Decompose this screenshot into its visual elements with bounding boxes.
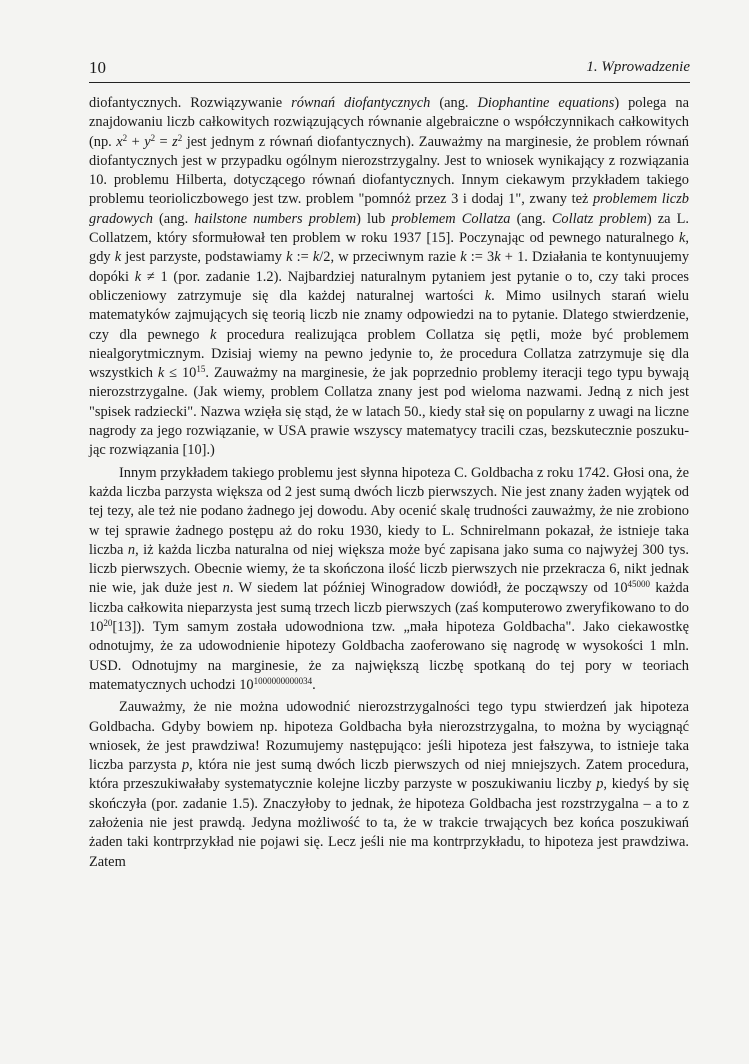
superscript: 2 xyxy=(150,132,156,143)
body-text xyxy=(89,94,689,872)
text-run: diofantycznych. Rozwiązywanie xyxy=(89,95,292,111)
superscript: 10000000000 xyxy=(253,675,304,686)
text-run: ≤ 10 xyxy=(164,365,197,382)
paragraph xyxy=(89,94,689,461)
text-run: , kiedyś by się skończyła (por. zadanie 1.5). Znaczyłoby to jednak, że hipoteza Goldbacha jest rozstrzygalna – a to z założenia nie jest prawdą. Jedyna możliwość to ta, że w trakcie trwających bez końca poszukiwań żaden taki kontrprzykład nie pojawi się. Lecz jeśli nie ma kontrprzykładu, to hipoteza jest prawdziwa. Zatem xyxy=(89,776,689,870)
italic-text: k xyxy=(209,326,217,343)
italic-text: Diophantine equations xyxy=(477,95,615,111)
italic-text: p xyxy=(181,757,190,774)
italic-text: k xyxy=(494,249,501,266)
superscript: 2 xyxy=(177,132,183,143)
text-run: ) za L. Collatzem, który sformułował ten problem w roku 1937 [15]. Poczynając od pewnego naturalnego xyxy=(89,210,689,247)
italic-text: problemem liczb gradowych xyxy=(89,191,689,227)
text-run: procedura realizująca problem Collatza się pętli, może być problemem niealgorytmicznym. Dzisiaj wiemy na pewno jedynie to, że procedura Collatza zatrzymuje się dla wszystkich xyxy=(89,326,689,382)
text-run: (ang. xyxy=(510,210,552,227)
italic-text: k xyxy=(114,249,122,266)
text-run: + 1. Działania te kontynuujemy dopóki xyxy=(89,249,690,285)
italic-text: k xyxy=(679,230,686,247)
italic-text: k xyxy=(484,287,492,304)
italic-text: problemem Collatza xyxy=(391,210,511,227)
superscript: 20 xyxy=(103,618,113,629)
superscript: 15 xyxy=(196,364,206,375)
text-run: /2, w przeciwnym razie xyxy=(319,249,461,266)
text-run: , gdy xyxy=(89,230,689,266)
text-run: jest parzyste, podstawiamy xyxy=(121,249,287,266)
text-run: [13]). Tym samym została udowodniona tzw. „mała hipoteza Goldbacha". Jako ciekawostkę odnotujmy, że za udowodnienie hipotezy Goldbacha zaoferowano się nagrodę w wysokości 1 mln. USD. Odnotujmy na marginesie, że za największą liczbę spotkaną do tej pory w teoriach matematycznych uchodzi 10 xyxy=(89,619,689,693)
text-run: ) polega na znajdowaniu liczb całkowitych rozwiązujących równanie algebraiczne o współczynnikach całkowitych (np. xyxy=(89,95,689,150)
text-run: jest jednym z równań diofantycznych). Zauważmy na marginesie, że problem równań diofantycznych jest w przypadku ogólnym nierozstrzygalny. Jest to wniosek wynikający z rozwiązania 10. problemu Hilberta, dotyczącego równań diofantycznych. Innym ciekawym przykładem takiego problemu teorioliczbowego jest tzw. problem "pomnóż przez 3 i dodaj 1", zwany też xyxy=(89,133,689,208)
italic-text: y xyxy=(144,133,151,150)
italic-text: k xyxy=(312,249,320,266)
text-run: = xyxy=(155,133,173,150)
text-run: Zauważmy, że nie można udowodnić nierozstrzygalności tego typu stwierdzeń jak hipoteza Goldbacha. Gdyby bowiem np. hipoteza Goldbacha była nierozstrzygalna, to można by wyciągnąć wniosek, że jest prawdziwa! Rozumujemy następująco: jeśli hipoteza jest fałszywa, to istnieje taka liczba parzysta xyxy=(89,699,689,774)
text-run: , iż każda liczba naturalna od niej większa może być zapisana jako suma co najwyżej 300 tys. liczb pierwszych. Obecnie wiemy, że ta skończona ilość liczb pierwszych nie przekracza 6, nikt jednak nie wie, jak duże jest xyxy=(89,541,689,597)
superscript: 34 xyxy=(303,675,313,686)
italic-text: hailstone numbers problem xyxy=(194,210,357,227)
page-number: 10 xyxy=(89,58,106,77)
italic-text: k xyxy=(134,268,142,285)
superscript: 45000 xyxy=(627,579,651,590)
text-run: . W siedem lat później Winogradow dowiódł, że począwszy od 10 xyxy=(229,580,628,597)
italic-text: n xyxy=(222,580,230,597)
text-run: ) lub xyxy=(356,210,392,227)
text-run: (ang. xyxy=(430,95,478,111)
text-run: Innym przykładem takiego problemu jest słynna hipoteza C. Goldbacha z roku 1742. Głosi ona, że każda liczba parzysta większa od 2 jest sumą dwóch liczb pierwszych. Nie jest znany żaden wyjątek od tej tezy, ale też nie podano żadnego jej dowodu. Aby ocenić skalę trudności zauważmy, że nie zrobiono w tej sprawie żadnego postępu aż do roku 1930, kiedy to L. Schnirelmann pokazał, że istnieje taka liczba xyxy=(89,464,689,558)
text-run: , która nie jest sumą dwóch liczb pierwszych od niej mniejszych. Zatem procedura, która przeszukiwałaby systematycznie kolejne liczby parzyste w poszukiwaniu liczby xyxy=(89,757,689,793)
text-run: . xyxy=(312,676,316,693)
superscript: 2 xyxy=(122,132,128,143)
text-run: ≠ 1 (por. zadanie 1.2). Najbardziej naturalnym pytaniem jest pytanie o to, czy taki proces obliczeniowy zatrzymuje się dla każdej naturalnej wartości xyxy=(89,268,689,304)
running-header xyxy=(89,58,690,83)
chapter-title: 1. Wprowadzenie xyxy=(586,59,690,75)
text-run: + xyxy=(127,133,145,150)
italic-text: x xyxy=(116,133,123,150)
paragraph xyxy=(89,464,689,696)
italic-text: p xyxy=(596,776,604,793)
text-run: . Mimo usilnych starań wielu matematyków zajmujących się teorią liczb nie znamy odpowiedzi na to pytanie. Dlatego stwierdzenie, czy dla pewnego xyxy=(89,287,689,343)
italic-text: z xyxy=(172,133,178,150)
italic-text: n xyxy=(127,541,136,558)
italic-text: równań diofantycznych xyxy=(291,95,431,111)
italic-text: k xyxy=(460,249,467,266)
text-run: (ang. xyxy=(152,210,195,227)
text-run: każda liczba całkowita nieparzysta jest sumą trzech liczb pierwszych (zaś komputerowo zweryfikowano to do 10 xyxy=(89,580,689,636)
paragraph xyxy=(89,698,689,872)
text-run: := xyxy=(292,249,313,266)
text-run: . Zauważmy na marginesie, że jak poprzednio problemy iteracji tego typu bywają nierozstrzygalne. (Jak wiemy, problem Collatza znany jest pod wieloma nazwami. Jedną z nich jest "spisek radziecki". Nazwa wzięła się stąd, że w latach 50., kiedy stał się on popularny z uwagi na liczne nagrody za jego rozwiązanie, w USA prawie wszyscy matematycy tracili czas, bezskutecznie poszukując rozwiązania [10].) xyxy=(89,365,689,459)
italic-text: k xyxy=(157,365,165,382)
italic-text: Collatz problem xyxy=(551,210,647,227)
text-run: := 3 xyxy=(466,249,495,266)
italic-text: k xyxy=(286,249,293,266)
